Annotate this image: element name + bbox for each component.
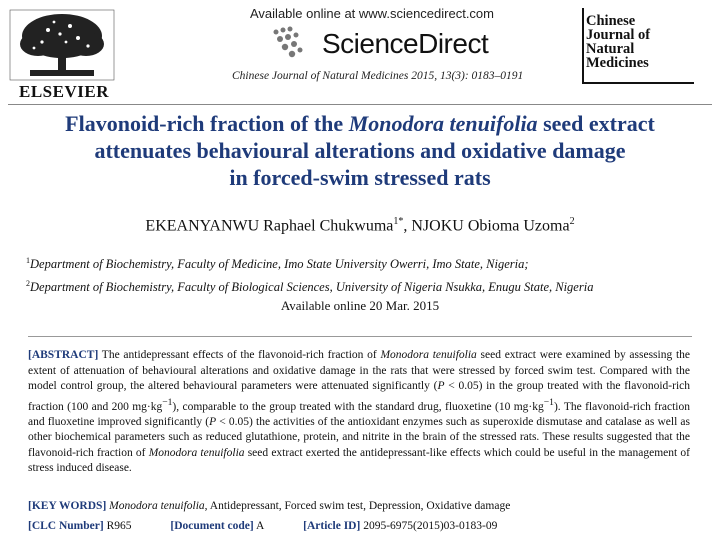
- abstract-label: [ABSTRACT]: [28, 349, 99, 361]
- article-title: [10, 110, 710, 191]
- abstract-text: ), comparable to the group treated with the standard drug, fluoxetine (10 mg·kg: [172, 400, 544, 413]
- article-id: [303, 520, 515, 532]
- abstract-stat: P: [437, 380, 445, 392]
- article-id-value: 2095-6975(2015)03-0183-09: [360, 520, 498, 532]
- abstract-species: Monodora tenuifolia: [380, 349, 477, 361]
- abstract-exponent: −1: [162, 396, 173, 408]
- keywords-line: [28, 500, 690, 512]
- abstract-text: < 0.05) in the group treated with the flavonoid-rich fraction (100 and 200 mg·kg: [28, 380, 690, 413]
- sciencedirect-logotype: ScienceDirect: [322, 28, 489, 59]
- keywords-label: [KEY WORDS]: [28, 500, 107, 512]
- affiliation-number: 2: [26, 279, 30, 288]
- journal-name-line: Chinese: [586, 13, 636, 29]
- title-text: seed extract: [537, 111, 655, 136]
- clc-value: R965: [103, 520, 132, 532]
- available-online-date: Available online 20 Mar. 2015: [280, 298, 440, 313]
- journal-name-line: Natural: [586, 41, 635, 57]
- author-list: [10, 216, 710, 235]
- keyword-species: Monodora tenuifolia: [109, 500, 205, 512]
- document-code-value: A: [253, 520, 265, 532]
- available-online-text: Available online at www.sciencedirect.com: [250, 6, 494, 21]
- article-id-label: [Article ID]: [303, 520, 361, 532]
- affiliation-text: Department of Biochemistry, Faculty of Medicine, Imo State University Owerri, Imo State, Nigeria;: [30, 257, 529, 272]
- abstract-divider: [28, 336, 692, 337]
- abstract-text: seed extract exerted the antidepressant-like effects which could be useful in the management of stress induced disease.: [28, 446, 690, 475]
- title-line-3: in forced-swim stressed rats: [229, 165, 491, 190]
- affiliation-number: 1: [26, 256, 30, 265]
- author-affiliation-mark: 1*: [393, 216, 404, 227]
- article-meta-row: [28, 520, 690, 532]
- author-name: EKEANYANWU Raphael Chukwuma: [145, 217, 394, 235]
- header-divider: [8, 104, 712, 105]
- document-code: [170, 520, 282, 532]
- abstract-text: The antidepressant effects of the flavonoid-rich fraction of: [98, 349, 381, 361]
- sciencedirect-dots-icon: [272, 26, 306, 60]
- affiliation-text: Department of Biochemistry, Faculty of Biological Sciences, University of Nigeria Nsukka, Enugu State, Nigeria: [30, 280, 594, 295]
- affiliation-2: [26, 279, 593, 295]
- journal-name-line: Journal of: [586, 27, 651, 43]
- journal-name-line: Medicines: [586, 55, 649, 71]
- author-separator: ,: [403, 217, 412, 235]
- affiliation-1: [26, 256, 529, 272]
- author-affiliation-mark: 2: [569, 216, 575, 227]
- document-code-label: [Document code]: [170, 520, 254, 532]
- title-species: Monodora tenuifolia: [348, 111, 538, 136]
- journal-masthead: [586, 14, 690, 70]
- publisher-name: ELSEVIER: [19, 82, 109, 101]
- title-line-2: attenuates behavioural alterations and oxidative damage: [94, 138, 626, 163]
- clc-label: [CLC Number]: [28, 520, 104, 532]
- clc-number: [28, 520, 150, 532]
- abstract-paragraph: [28, 348, 690, 477]
- abstract-exponent: −1: [543, 396, 554, 408]
- abstract-text: < 0.05) the activities of the antioxidant enzymes such as superoxide dismutase and catalase as well as other biochemical parameters such as reduced glutathione, protein, and nitrite in the brain of the stressed rats. These results suggested that the flavonoid-rich fraction of: [28, 415, 691, 459]
- keywords-text: , Antidepressant, Forced swim test, Depression, Oxidative damage: [204, 500, 511, 512]
- author-name: NJOKU Obioma Uzoma: [411, 217, 570, 235]
- title-line-1: [10, 110, 710, 137]
- journal-citation: Chinese Journal of Natural Medicines 2015, 13(3): 0183–0191: [232, 70, 524, 82]
- abstract-species: Monodora tenuifolia: [148, 446, 245, 459]
- abstract-text: seed extract were examined by assessing the extent of attenuation of behavioural alterations and oxidative damage in the rats that were stressed by forced swim test. Compared with the model control group, the altered behavioural parameters were attenuated significantly (: [28, 349, 690, 392]
- abstract-text: ). The flavonoid-rich fraction and fluoxetine improved significantly (: [28, 400, 690, 428]
- abstract-stat: P: [209, 415, 217, 428]
- title-text: Flavonoid-rich fraction of the: [65, 111, 349, 136]
